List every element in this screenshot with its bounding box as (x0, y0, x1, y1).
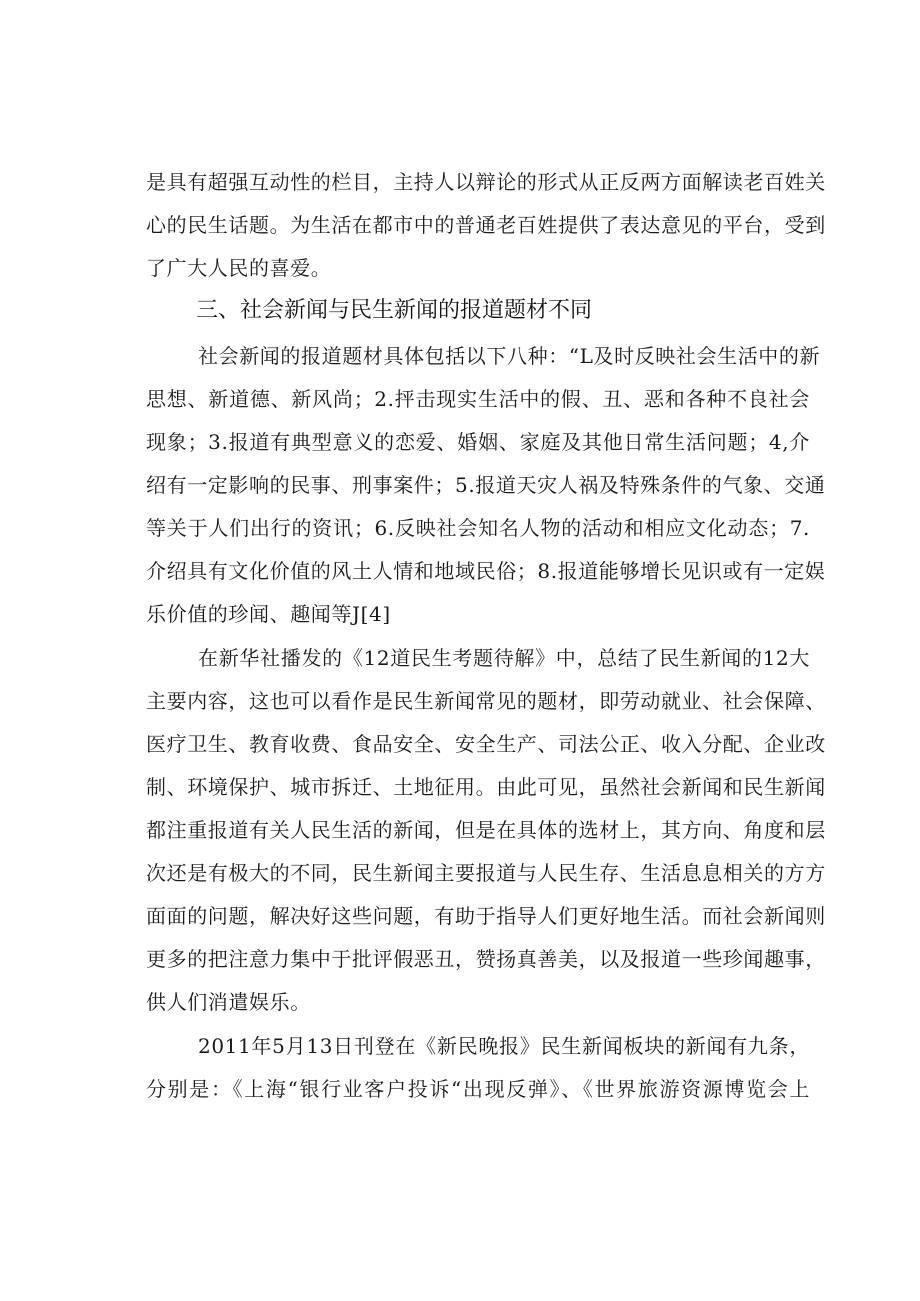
paragraph-1-line-7: 乐价值的珍闻、趣闻等J[4] (146, 602, 391, 626)
section-heading: 三、社会新闻与民生新闻的报道题材不同 (196, 298, 593, 323)
paragraph-1-line-6: 介绍具有文化价值的风土人情和地域民俗；8.报道能够增长见识或有一定娱 (146, 559, 826, 583)
intro-line-2: 心的民生话题。为生活在都市中的普通老百姓提供了表达意见的平台，受到 (146, 213, 826, 237)
paragraph-2-line-5: 都注重报道有关人民生活的新闻，但是在具体的选材上，其方向、角度和层 (146, 818, 826, 842)
intro-line-3: 了广大人民的喜爱。 (146, 256, 332, 280)
paragraph-2-line-2: 主要内容，这也可以看作是民生新闻常见的题材，即劳动就业、社会保障、 (146, 689, 826, 713)
paragraph-2-line-8: 更多的把注意力集中于批评假恶丑，赞扬真善美，以及报道一些珍闻趣事， (146, 947, 826, 971)
paragraph-2-line-3: 医疗卫生、教育收费、食品安全、安全生产、司法公正、收入分配、企业改 (146, 732, 826, 756)
paragraph-1-line-3: 现象；3.报道有典型意义的恋爱、婚姻、家庭及其他日常生活问题；4,介 (146, 430, 810, 454)
paragraph-2-line-4: 制、环境保护、城市拆迁、土地征用。由此可见，虽然社会新闻和民生新闻 (146, 775, 826, 799)
paragraph-1-line-5: 等关于人们出行的资讯；6.反映社会知名人物的活动和相应文化动态；7. (146, 516, 810, 540)
paragraph-3-line-1: 2011年5月13日刊登在《新民晚报》民生新闻板块的新闻有九条， (198, 1034, 810, 1058)
paragraph-1-line-1: 社会新闻的报道题材具体包括以下八种：“L及时反映社会生活中的新 (198, 344, 821, 368)
paragraph-2-line-6: 次还是有极大的不同，民生新闻主要报道与人民生存、生活息息相关的方方 (146, 861, 826, 885)
paragraph-1-line-2: 思想、新道德、新风尚；2.抨击现实生活中的假、丑、恶和各种不良社会 (146, 387, 810, 411)
paragraph-1-line-4: 绍有一定影响的民事、刑事案件；5.报道天灾人祸及特殊条件的气象、交通 (146, 473, 826, 497)
paragraph-2-line-7: 面面的问题，解决好这些问题，有助于指导人们更好地生活。而社会新闻则 (146, 904, 826, 928)
paragraph-2-line-9: 供人们消遣娱乐。 (146, 990, 311, 1014)
paragraph-2-line-1: 在新华社播发的《12道民生考题待解》中，总结了民生新闻的12大 (198, 646, 810, 670)
paragraph-3-line-2: 分别是：《上海“银行业客户投诉“出现反弹》、《世界旅游资源博览会上 (146, 1077, 810, 1101)
intro-line-1: 是具有超强互动性的栏目，主持人以辩论的形式从正反两方面解读老百姓关 (146, 170, 826, 194)
